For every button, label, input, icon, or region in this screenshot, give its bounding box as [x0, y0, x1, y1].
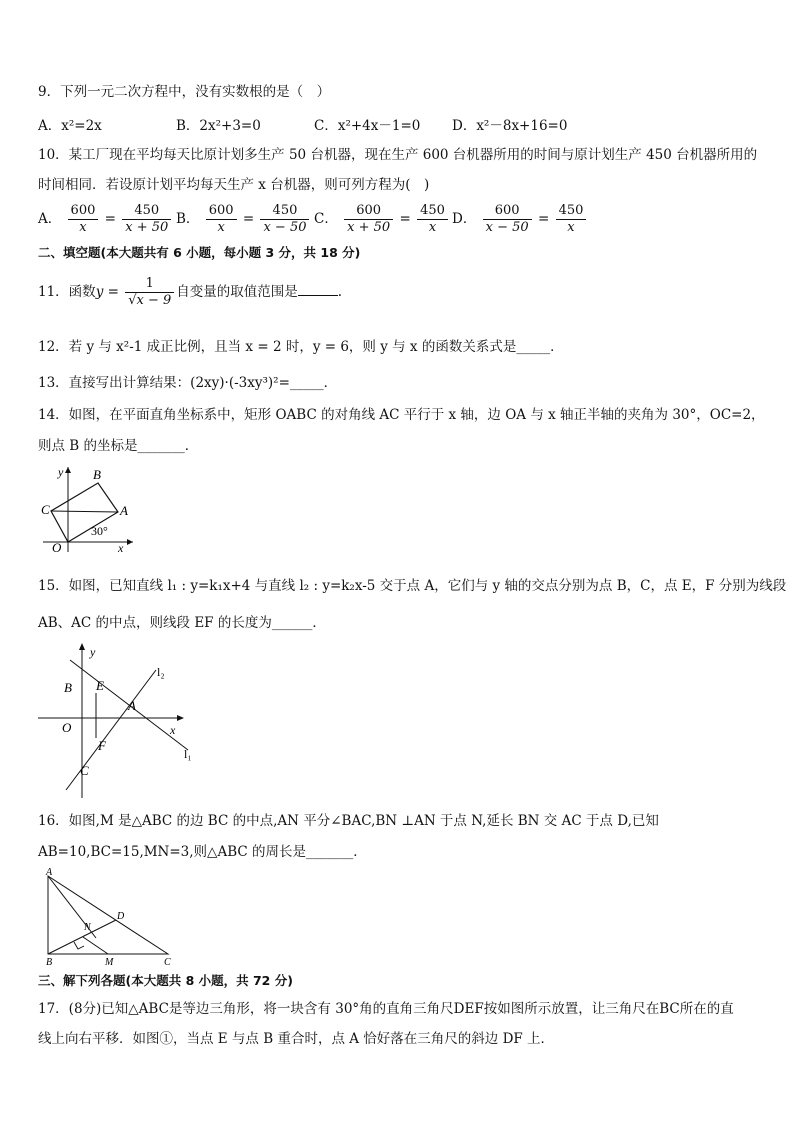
q10-option-b [176, 203, 311, 236]
q14-line2: 则点 B 的坐标是_______． [38, 438, 199, 454]
equals-sign: = [242, 211, 255, 227]
numerator: 450 [260, 203, 309, 220]
q17-line1: 17．(8分)已知△ABC是等边三角形，将一块含有 30°角的直角三角尺DEF按如图所示放置，让三角尺在BC所在的直 [38, 1001, 734, 1017]
numerator: 600 [344, 203, 393, 220]
q11-suffix: 自变量的取值范围是 [176, 284, 298, 300]
q11-fraction [125, 276, 174, 309]
q9-option-b: B．2x²+3=0 [176, 118, 261, 134]
q9-option-a: A．x²=2x [38, 118, 102, 134]
denominator: x [79, 220, 87, 235]
label-a: A [46, 867, 53, 878]
q14-figure [38, 462, 138, 557]
denominator: x [217, 220, 225, 235]
q11-prefix: 11．函数 [38, 284, 96, 300]
segment-nm [83, 937, 108, 954]
q10-stem-line2: 时间相同．若设原计划平均每天生产 x 台机器，则可列方程为( ) [38, 177, 430, 193]
q13-line: 13．直接写出计算结果：(2xy)·(-3xy³)²=_____． [38, 375, 338, 391]
q11-line [38, 276, 342, 309]
q10-option-a [38, 203, 173, 236]
fraction-right [556, 203, 587, 236]
denominator: x + 50 [125, 220, 169, 235]
q16-line2: AB=10,BC=15,MN=3,则△ABC 的周长是_______． [38, 844, 367, 860]
label-m: M [105, 957, 114, 968]
fraction-right [417, 203, 448, 236]
triangle-abc [48, 876, 168, 954]
label-b: B [93, 467, 101, 482]
q10-stem-line1: 10．某工厂现在平均每天比原计划多生产 50 台机器，现在生产 600 台机器所用的时间与原计划生产 450 台机器所用的 [38, 147, 758, 163]
label-l2: l₂ [157, 665, 165, 679]
numerator: 600 [483, 203, 532, 220]
x-axis-arrow [127, 539, 133, 545]
q15-line2: AB、AC 的中点，则线段 EF 的长度为______． [38, 615, 326, 631]
denominator: x + 50 [347, 220, 391, 235]
label-angle: 30° [91, 524, 108, 538]
fraction-right [260, 203, 309, 236]
q11-y: y [95, 284, 104, 300]
denominator: x − 50 [485, 220, 529, 235]
option-label: C． [314, 211, 338, 227]
q14-line1: 14．如图，在平面直角坐标系中，矩形 OABC 的对角线 AC 平行于 x 轴，边 OA 与 x 轴正半轴的夹角为 30°，OC=2， [38, 407, 765, 423]
denominator-sqrt: √x − 9 [128, 293, 172, 308]
label-b: B [46, 957, 53, 968]
q17-line2: 线上向右平移．如图①，当点 E 与点 B 重合时，点 A 恰好落在三角尺的斜边 DF 上． [38, 1031, 555, 1047]
label-y: y [90, 645, 96, 659]
q10-option-d [452, 203, 588, 236]
numerator: 450 [417, 203, 448, 220]
q15-line1: 15．如图，已知直线 l₁ : y=k₁x+4 与直线 l₂ : y=k₂x-5 交于点 A，它们与 y 轴的交点分别为点 B，C，点 E，F 分别为线段 [38, 578, 787, 594]
radicand: x − 9 [136, 293, 172, 308]
label-x: x [118, 541, 124, 555]
section-heading-solve: 三、解下列各题(本大题共 8 小题，共 72 分) [38, 973, 293, 988]
label-n: N [84, 922, 91, 933]
q12-line: 12．若 y 与 x²-1 成正比例，且当 x = 2 时，y = 6，则 y 与 x 的函数关系式是_____． [38, 339, 564, 355]
numerator: 600 [206, 203, 237, 220]
label-x: x [170, 723, 176, 737]
q9-option-c: C．x²+4x－1=0 [314, 118, 421, 134]
answer-blank [298, 295, 338, 296]
equals-sign: = [537, 211, 550, 227]
equals-sign: = [104, 211, 116, 227]
numerator: 1 [125, 276, 174, 293]
q10-option-c [314, 203, 450, 236]
label-f: F [98, 738, 106, 753]
numerator: 450 [122, 203, 171, 220]
segment-bd [48, 920, 116, 954]
option-label: B． [176, 211, 200, 227]
rectangle-oabc [51, 483, 118, 542]
x-axis-arrow [177, 715, 184, 721]
label-l1: l₁ [184, 747, 192, 761]
label-d: D [117, 911, 125, 922]
q16-line1: 16．如图,M 是△ABC 的边 BC 的中点,AN 平分∠BAC,BN ⊥AN 于点 N,延长 BN 交 AC 于点 D,已知 [38, 813, 659, 829]
q16-figure [38, 866, 178, 968]
label-c: C [41, 502, 50, 517]
fraction-right [122, 203, 171, 236]
label-a: A [128, 698, 136, 713]
label-b: B [64, 680, 72, 695]
numerator: 600 [68, 203, 99, 220]
label-c: C [80, 763, 89, 778]
denominator: x − 50 [263, 220, 307, 235]
fraction-left [483, 203, 532, 236]
y-axis-arrow [65, 467, 71, 473]
q9-stem: 9．下列一元二次方程中，没有实数根的是（ ） [38, 84, 331, 100]
section-heading-fill-in: 二、填空题(本大题共有 6 小题，每小题 3 分，共 18 分) [38, 245, 361, 260]
diagonal-ac [51, 511, 118, 512]
denominator: x [428, 220, 437, 235]
option-label: D． [452, 211, 477, 227]
denominator: x [567, 220, 575, 235]
label-o: O [62, 720, 72, 735]
q11-end: . [337, 284, 343, 300]
right-angle-mark [74, 942, 84, 949]
fraction-left [68, 203, 99, 236]
label-o: O [52, 540, 62, 555]
fraction-left [206, 203, 237, 236]
y-axis-arrow [79, 643, 85, 650]
label-e: E [96, 678, 104, 693]
q15-figure [38, 640, 198, 800]
label-a: A [120, 503, 128, 518]
q11-equals: = [103, 284, 124, 300]
option-label: A． [38, 211, 62, 227]
equals-sign: = [399, 211, 411, 227]
label-y: y [58, 465, 64, 479]
q9-option-d: D．x²－8x+16=0 [452, 118, 568, 134]
fraction-left [344, 203, 393, 236]
numerator: 450 [556, 203, 587, 220]
label-c: C [164, 957, 171, 968]
